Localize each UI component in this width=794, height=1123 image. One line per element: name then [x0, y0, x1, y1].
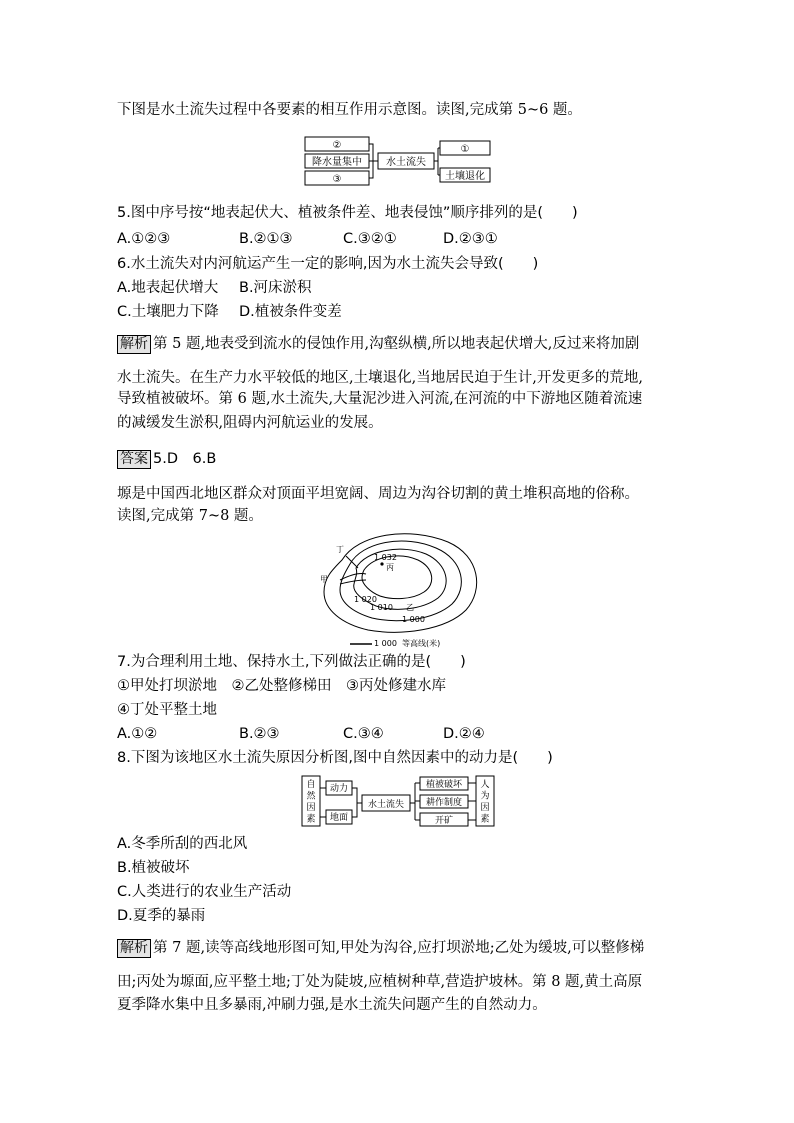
- q8-option-a: A.冬季所刮的西北风: [117, 836, 248, 852]
- question-6-options-row1: [117, 278, 312, 298]
- q8-option-c: C.人类进行的农业生产活动: [117, 884, 292, 900]
- diagram1-label-1: ①: [460, 144, 470, 155]
- label-bing: 丙: [386, 563, 394, 572]
- label-ding: 丁: [336, 545, 344, 554]
- diagram2-label-ground: 地面: [329, 813, 349, 823]
- legend-value: 1 000: [374, 639, 397, 648]
- diagram1-label-degradation: 土壤退化: [445, 171, 485, 182]
- analysis-tag: 解析: [117, 939, 151, 958]
- diagram2-label-mining: 开矿: [434, 816, 454, 826]
- diagram2-human-text: 人为因素: [480, 780, 490, 825]
- q6-option-b: B.河床淤积: [239, 280, 312, 296]
- label-1020: 1 020: [354, 595, 377, 604]
- analysis-2-line-1: 解析 第 7 题,读等高线地形图可知,甲处为沟谷,应打坝淤地;乙处为缓坡,可以整修梯: [117, 938, 644, 958]
- analysis-1-line-3: 导致植被破坏。第 6 题,水土流失,大量泥沙进入河流,在河流的中下游地区随着流速: [117, 391, 643, 407]
- q7-option-b: B.②③: [239, 726, 280, 742]
- q7-option-c: C.③④: [343, 726, 384, 742]
- q5-option-b: B.②①③: [239, 231, 293, 247]
- intro-text-2-line-2: 读图,完成第 7~8 题。: [117, 508, 263, 524]
- diagram2-label-veg: 植被破坏: [425, 780, 463, 790]
- q8-option-d: D.夏季的暴雨: [117, 908, 206, 924]
- question-7-items-line-2: ④丁处平整土地: [117, 702, 217, 718]
- diagram2-label-center: 水土流失: [367, 800, 405, 810]
- question-5-stem: 5.图中序号按“地表起伏大、植被条件差、地表侵蚀”顺序排列的是( ): [117, 205, 578, 221]
- analysis-1-line-4: 的减缓发生淤积,阻碍内河航运业的发展。: [117, 415, 383, 431]
- contour-map: [318, 526, 488, 654]
- question-8-stem: 8.下图为该地区水土流失原因分析图,图中自然因素中的动力是( ): [117, 750, 553, 766]
- diagram1-label-2: ②: [332, 140, 342, 151]
- soil-erosion-interaction-diagram: [300, 133, 500, 191]
- question-5-options: [117, 229, 498, 249]
- diagram1-label-3: ③: [332, 174, 342, 185]
- contour-1032: [362, 556, 432, 599]
- diagram1-label-rainfall: 降水量集中: [312, 157, 362, 168]
- label-1032: 1 032: [374, 553, 397, 562]
- diagram2-natural-text: 自然因素: [306, 780, 316, 825]
- question-7-options: [117, 724, 485, 744]
- diagram2-label-power: 动力: [329, 784, 349, 794]
- q6-option-d: D.植被条件变差: [239, 304, 342, 320]
- summit-point: [380, 562, 383, 565]
- diagram1-label-erosion: 水土流失: [386, 157, 426, 168]
- erosion-cause-diagram: [300, 773, 500, 831]
- question-6-stem: 6.水土流失对内河航运产生一定的影响,因为水土流失会导致( ): [117, 256, 539, 272]
- label-jia: 甲: [320, 575, 328, 584]
- analysis-2-line-2: 田;丙处为塬面,应平整土地;丁处为陡坡,应植树种草,营造护坡林。第 8 题,黄土高原: [117, 974, 643, 990]
- q5-option-a: A.①②③: [117, 231, 171, 247]
- label-yi: 乙: [406, 603, 414, 612]
- legend-text: 等高线(米): [402, 639, 441, 648]
- label-1010: 1 010: [370, 603, 393, 612]
- question-7-items-line-1: ①甲处打坝淤地 ②乙处整修梯田 ③丙处修建水库: [117, 678, 446, 694]
- analysis-1-line-2: 水土流失。在生产力水平较低的地区,土壤退化,当地居民迫于生计,开发更多的荒地,: [117, 370, 643, 386]
- contour-1000: [324, 534, 477, 632]
- q6-option-c: C.土壤肥力下降: [117, 304, 219, 320]
- answer-1: 答案 5.D 6.B: [117, 449, 216, 469]
- q6-option-a: A.地表起伏增大: [117, 280, 219, 296]
- q5-option-d: D.②③①: [443, 231, 498, 247]
- intro-text-1: 下图是水土流失过程中各要素的相互作用示意图。读图,完成第 5~6 题。: [117, 102, 582, 118]
- intro-text-2-line-1: 塬是中国西北地区群众对顶面平坦宽阔、周边为沟谷切割的黄土堆积高地的俗称。: [117, 486, 639, 502]
- q8-option-b: B.植被破坏: [117, 860, 190, 876]
- label-1000: 1 000: [402, 615, 425, 624]
- q7-option-a: A.①②: [117, 726, 158, 742]
- question-6-options-row2: [117, 302, 342, 322]
- analysis-2-line-3: 夏季降水集中且多暴雨,冲刷力强,是水土流失问题产生的自然动力。: [117, 997, 547, 1013]
- question-7-stem: 7.为合理利用土地、保持水土,下列做法正确的是( ): [117, 654, 466, 670]
- q5-option-c: C.③②①: [343, 231, 397, 247]
- analysis-tag: 解析: [117, 335, 151, 354]
- q7-option-d: D.②④: [443, 726, 485, 742]
- answer-tag: 答案: [117, 450, 151, 469]
- diagram2-label-farm: 耕作制度: [425, 798, 463, 808]
- analysis-1-line-1: 解析 第 5 题,地表受到流水的侵蚀作用,沟壑纵横,所以地表起伏增大,反过来将加剧: [117, 334, 639, 354]
